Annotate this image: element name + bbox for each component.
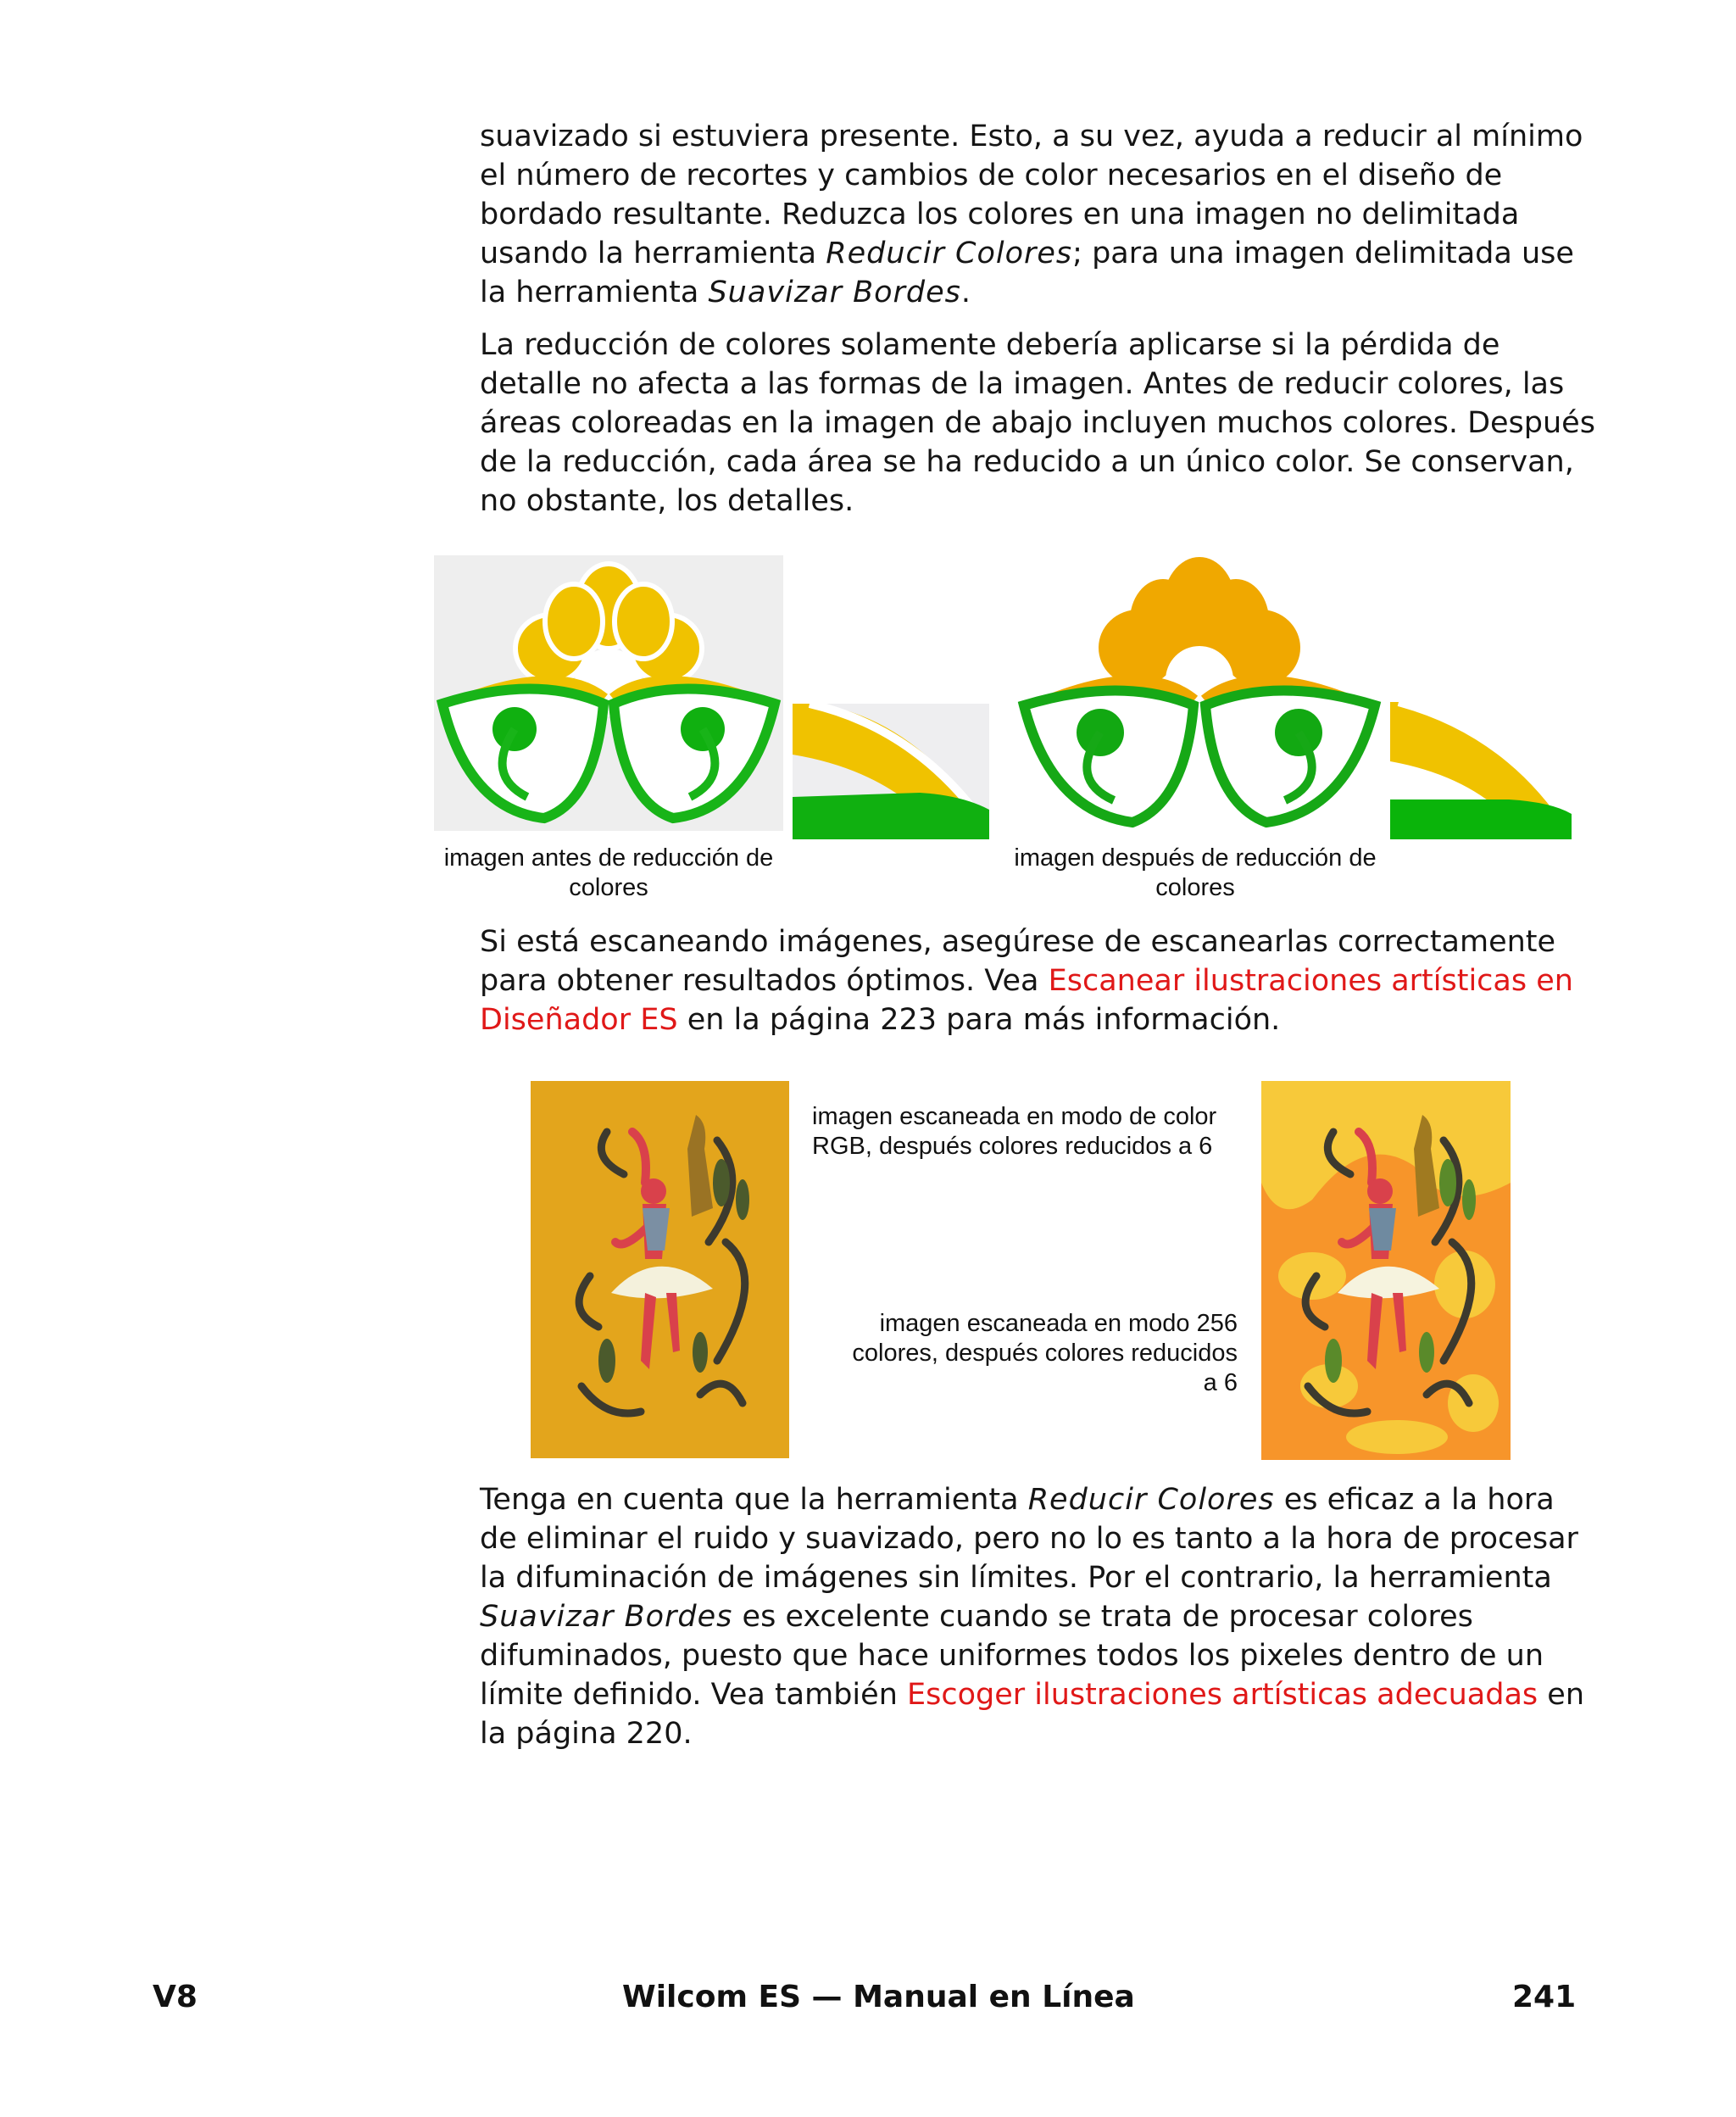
footer-title: Wilcom ES — Manual en Línea xyxy=(622,1980,1135,2014)
paragraph-reduction: La reducción de colores solamente debería aplicarse si la pérdida de detalle no afecta a las formas de la imagen. Antes de reducir colores, las áreas coloreadas en la imagen de abajo incluyen muchos colores. Después de la reducción, cada área se ha reducido a un único color. Se conservan, no obstante, los detalles. xyxy=(480,328,1595,518)
paragraph-scanning xyxy=(480,922,1599,1039)
caption-scan-256: imagen escaneada en modo 256 colores, después colores reducidos a 6 xyxy=(852,1310,1238,1396)
paragraph-text: Tenga en cuenta que la herramienta xyxy=(480,1483,1028,1517)
paragraph-text: en la página 220. xyxy=(480,1678,1584,1751)
tool-name-smooth-edges: Suavizar Bordes xyxy=(480,1600,733,1634)
link-scan-artwork[interactable]: Escanear ilustraciones artísticas en Diseñador ES xyxy=(480,964,1573,1037)
paragraph-text: es excelente cuando se trata de procesar colores difuminados, puesto que hace uniformes todos los pixeles dentro de un límite definido. Vea también xyxy=(480,1600,1544,1712)
paragraph-text: ; para una imagen delimitada use la herramienta xyxy=(480,237,1574,309)
paragraph-text: es eficaz a la hora de eliminar el ruido y suavizado, pero no lo es tanto a la hora de procesar la difuminación de imágenes sin límites. Por el contrario, la herramienta xyxy=(480,1483,1578,1595)
caption-scan-rgb: imagen escaneada en modo de color RGB, después colores reducidos a 6 xyxy=(812,1103,1217,1160)
tool-name-reduce-colors: Reducir Colores xyxy=(1027,1483,1275,1517)
detail-after-reduction xyxy=(1390,702,1572,839)
tool-name-smooth-edges: Suavizar Bordes xyxy=(708,276,961,309)
paragraph-text: Si está escaneando imágenes, asegúrese de escanearlas correctamente para obtener resultados óptimos. Vea xyxy=(480,925,1556,998)
figure-after-reduction xyxy=(1015,553,1383,833)
paragraph-text: suavizado si estuviera presente. Esto, a su vez, ayuda a reducir al mínimo el número de recortes y cambios de color necesarios en el diseño de bordado resultante. Reduzca los colores en una imagen no delimitada usando la herramienta xyxy=(480,120,1583,270)
figure-before-reduction xyxy=(434,555,783,831)
footer-page-number: 241 xyxy=(1512,1980,1577,2014)
caption-after-reduction: imagen después de reducción de colores xyxy=(1014,844,1377,901)
footer-version: V8 xyxy=(153,1980,198,2014)
tool-name-reduce-colors: Reducir Colores xyxy=(826,237,1073,270)
paragraph-intro xyxy=(480,117,1599,312)
paragraph-text: . xyxy=(960,276,971,309)
paragraph-tool-comparison xyxy=(480,1480,1599,1753)
paragraph-text: en la página 223 para más información. xyxy=(677,1003,1281,1037)
link-choose-artwork[interactable]: Escoger ilustraciones artísticas adecuadas xyxy=(907,1678,1538,1712)
figure-scan-rgb xyxy=(531,1081,789,1458)
caption-before-reduction: imagen antes de reducción de colores xyxy=(443,844,774,901)
figure-scan-256 xyxy=(1261,1081,1511,1460)
detail-before-reduction xyxy=(793,704,989,839)
